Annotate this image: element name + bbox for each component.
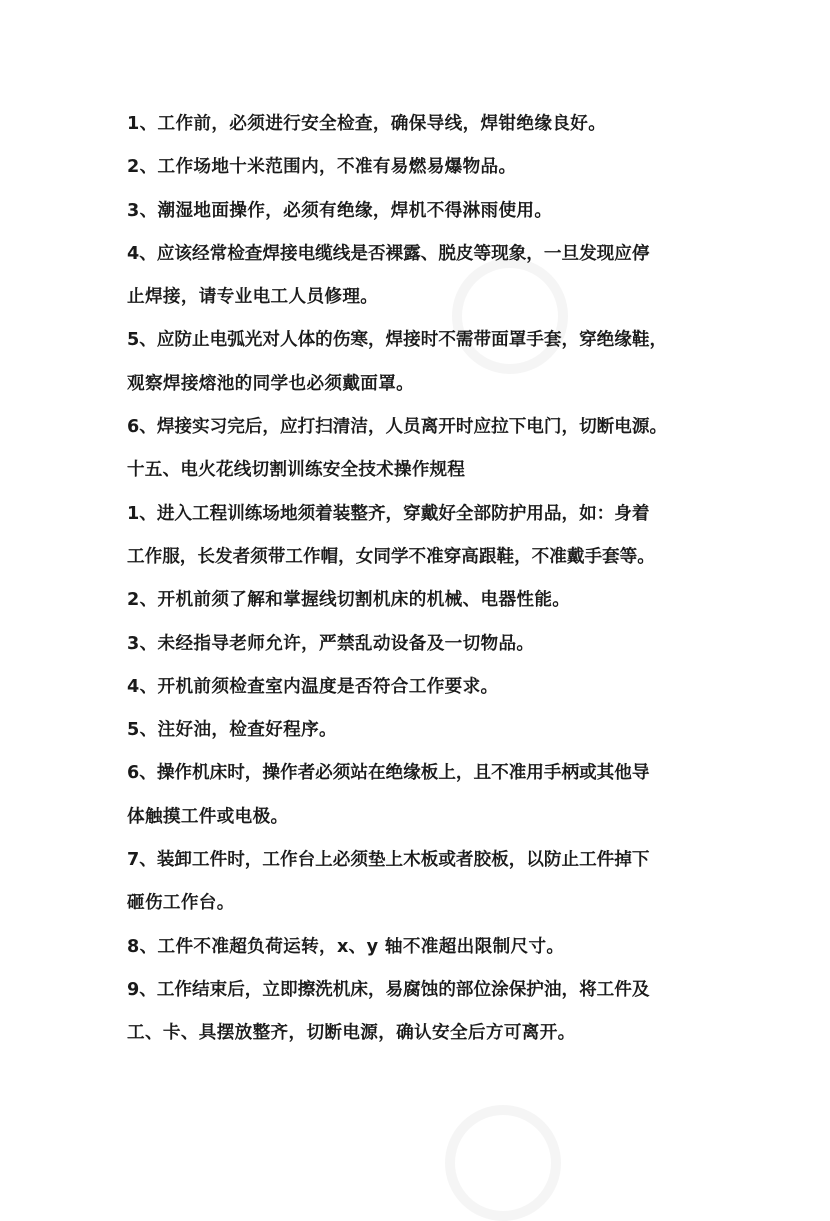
text-line-18: 7、装卸工件时，工作台上必须垫上木板或者胶板，以防止工件掉下 [127,850,650,871]
text-line-8: 6、焊接实习完后，应打扫清洁，人员离开时应拉下电门，切断电源。 [127,417,668,438]
watermark-ring-bottom [445,1105,561,1221]
text-line-6: 5、应防止电弧光对人体的伤寒，焊接时不需带面罩手套，穿绝缘鞋， [127,330,668,351]
text-line-17: 体触摸工件或电极。 [127,806,289,827]
text-line-5: 止焊接，请专业电工人员修理。 [127,287,379,308]
text-line-2: 2、工作场地十米范围内，不准有易燃易爆物品。 [127,157,517,178]
text-line-12: 2、开机前须了解和掌握线切割机床的机械、电器性能。 [127,590,571,611]
text-line-11: 工作服，长发者须带工作帽，女同学不准穿高跟鞋，不准戴手套等。 [127,546,655,567]
text-line-19: 砸伤工作台。 [127,893,235,914]
text-line-7: 观察焊接熔池的同学也必须戴面罩。 [127,373,415,394]
text-line-14: 4、开机前须检查室内温度是否符合工作要求。 [127,676,499,697]
text-line-16: 6、操作机床时，操作者必须站在绝缘板上，且不准用手柄或其他导 [127,763,650,784]
text-line-1: 1、工作前，必须进行安全检查，确保导线，焊钳绝缘良好。 [127,114,607,134]
text-line-20: 8、工件不准超负荷运转，x、y 轴不准超出限制尺寸。 [127,936,565,957]
document-body [127,103,717,1056]
text-line-13: 3、未经指导老师允许，严禁乱动设备及一切物品。 [127,633,535,654]
section-heading: 十五、电火花线切割训练安全技术操作规程 [127,460,466,481]
text-line-4: 4、应该经常检查焊接电缆线是否裸露、脱皮等现象，一旦发现应停 [127,243,650,264]
text-line-10: 1、进入工程训练场地须着装整齐，穿戴好全部防护用品，如：身着 [127,503,650,524]
text-line-3: 3、潮湿地面操作，必须有绝缘，焊机不得淋雨使用。 [127,200,553,221]
text-line-22: 工、卡、具摆放整齐，切断电源，确认安全后方可离开。 [127,1023,576,1044]
text-line-21: 9、工作结束后，立即擦洗机床，易腐蚀的部位涂保护油，将工件及 [127,979,650,1000]
text-line-15: 5、注好油，检查好程序。 [127,720,337,741]
